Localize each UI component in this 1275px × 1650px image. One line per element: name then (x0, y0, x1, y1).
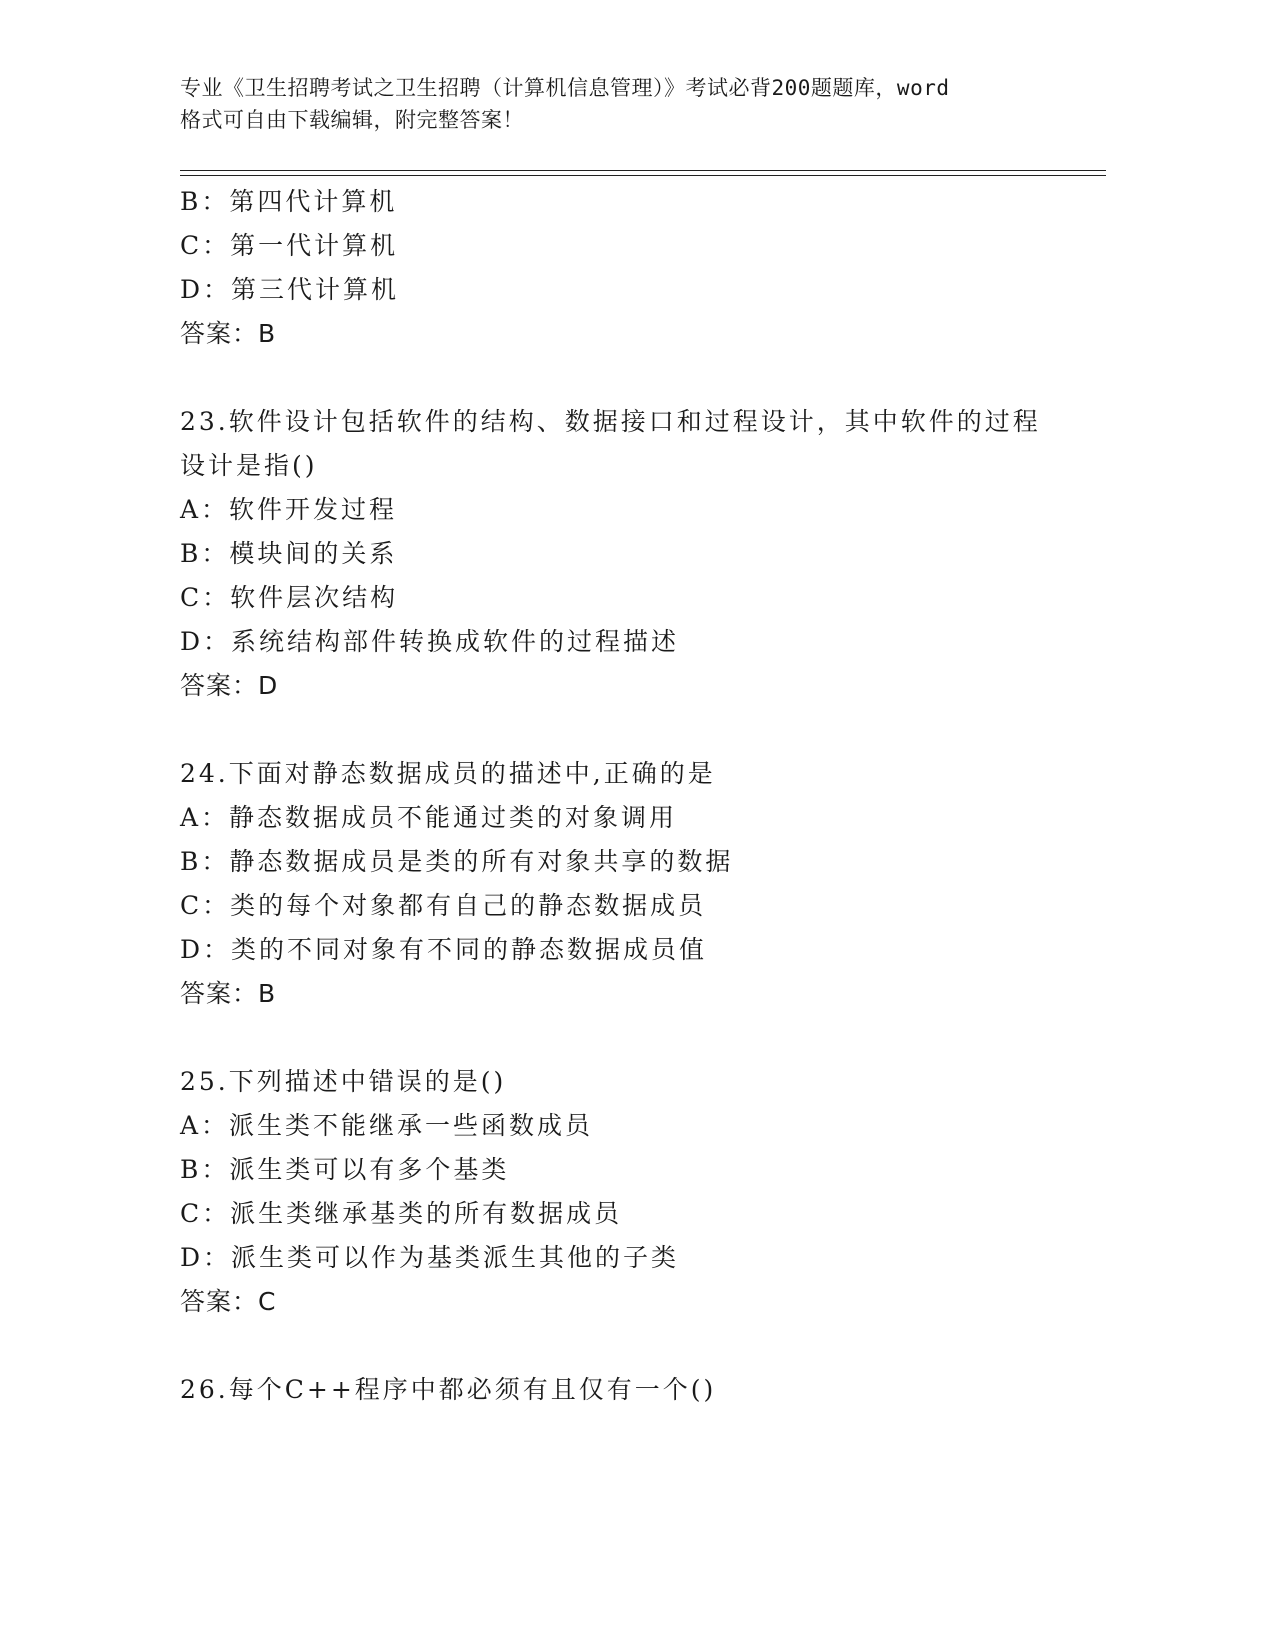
question-24 (180, 752, 1080, 1016)
header-line-2: 格式可自由下载编辑，附完整答案！ (180, 108, 524, 132)
header-divider-top (180, 170, 1106, 171)
option-b: B：派生类可以有多个基类 (180, 1155, 510, 1184)
option-c: C：第一代计算机 (180, 231, 399, 260)
question-23 (180, 400, 1080, 708)
document-header (180, 72, 1080, 136)
option-a: A：派生类不能继承一些函数成员 (180, 1111, 594, 1140)
option-d: D：类的不同对象有不同的静态数据成员值 (180, 935, 708, 964)
option-d: D：派生类可以作为基类派生其他的子类 (180, 1243, 680, 1272)
option-a: A：软件开发过程 (180, 495, 398, 524)
question-stem: 26.每个C++程序中都必须有且仅有一个() (180, 1375, 717, 1404)
question-stem: 23.软件设计包括软件的结构、数据接口和过程设计，其中软件的过程 (180, 407, 1041, 436)
question-25 (180, 1060, 1080, 1324)
option-c: C：软件层次结构 (180, 583, 399, 612)
option-d: D：第三代计算机 (180, 275, 400, 304)
answer-line: 答案：B (180, 319, 277, 348)
answer-line: 答案：B (180, 979, 277, 1008)
question-stem: 25.下列描述中错误的是() (180, 1067, 507, 1096)
question-stem: 设计是指() (180, 451, 318, 480)
header-divider-bottom (180, 175, 1106, 176)
option-d: D：系统结构部件转换成软件的过程描述 (180, 627, 680, 656)
question-stem: 24.下面对静态数据成员的描述中,正确的是 (180, 759, 716, 788)
header-line-1: 专业《卫生招聘考试之卫生招聘（计算机信息管理）》考试必背200题题库，word (180, 76, 950, 100)
answer-line: 答案：D (180, 671, 279, 700)
option-c: C：派生类继承基类的所有数据成员 (180, 1199, 623, 1228)
option-b: B：第四代计算机 (180, 187, 398, 216)
question-list (180, 180, 1080, 1412)
question-26 (180, 1368, 1080, 1412)
answer-line: 答案：C (180, 1287, 277, 1316)
option-b: B：模块间的关系 (180, 539, 398, 568)
option-c: C：类的每个对象都有自己的静态数据成员 (180, 891, 707, 920)
option-b: B：静态数据成员是类的所有对象共享的数据 (180, 847, 734, 876)
question-22-tail (180, 180, 1080, 356)
option-a: A：静态数据成员不能通过类的对象调用 (180, 803, 678, 832)
